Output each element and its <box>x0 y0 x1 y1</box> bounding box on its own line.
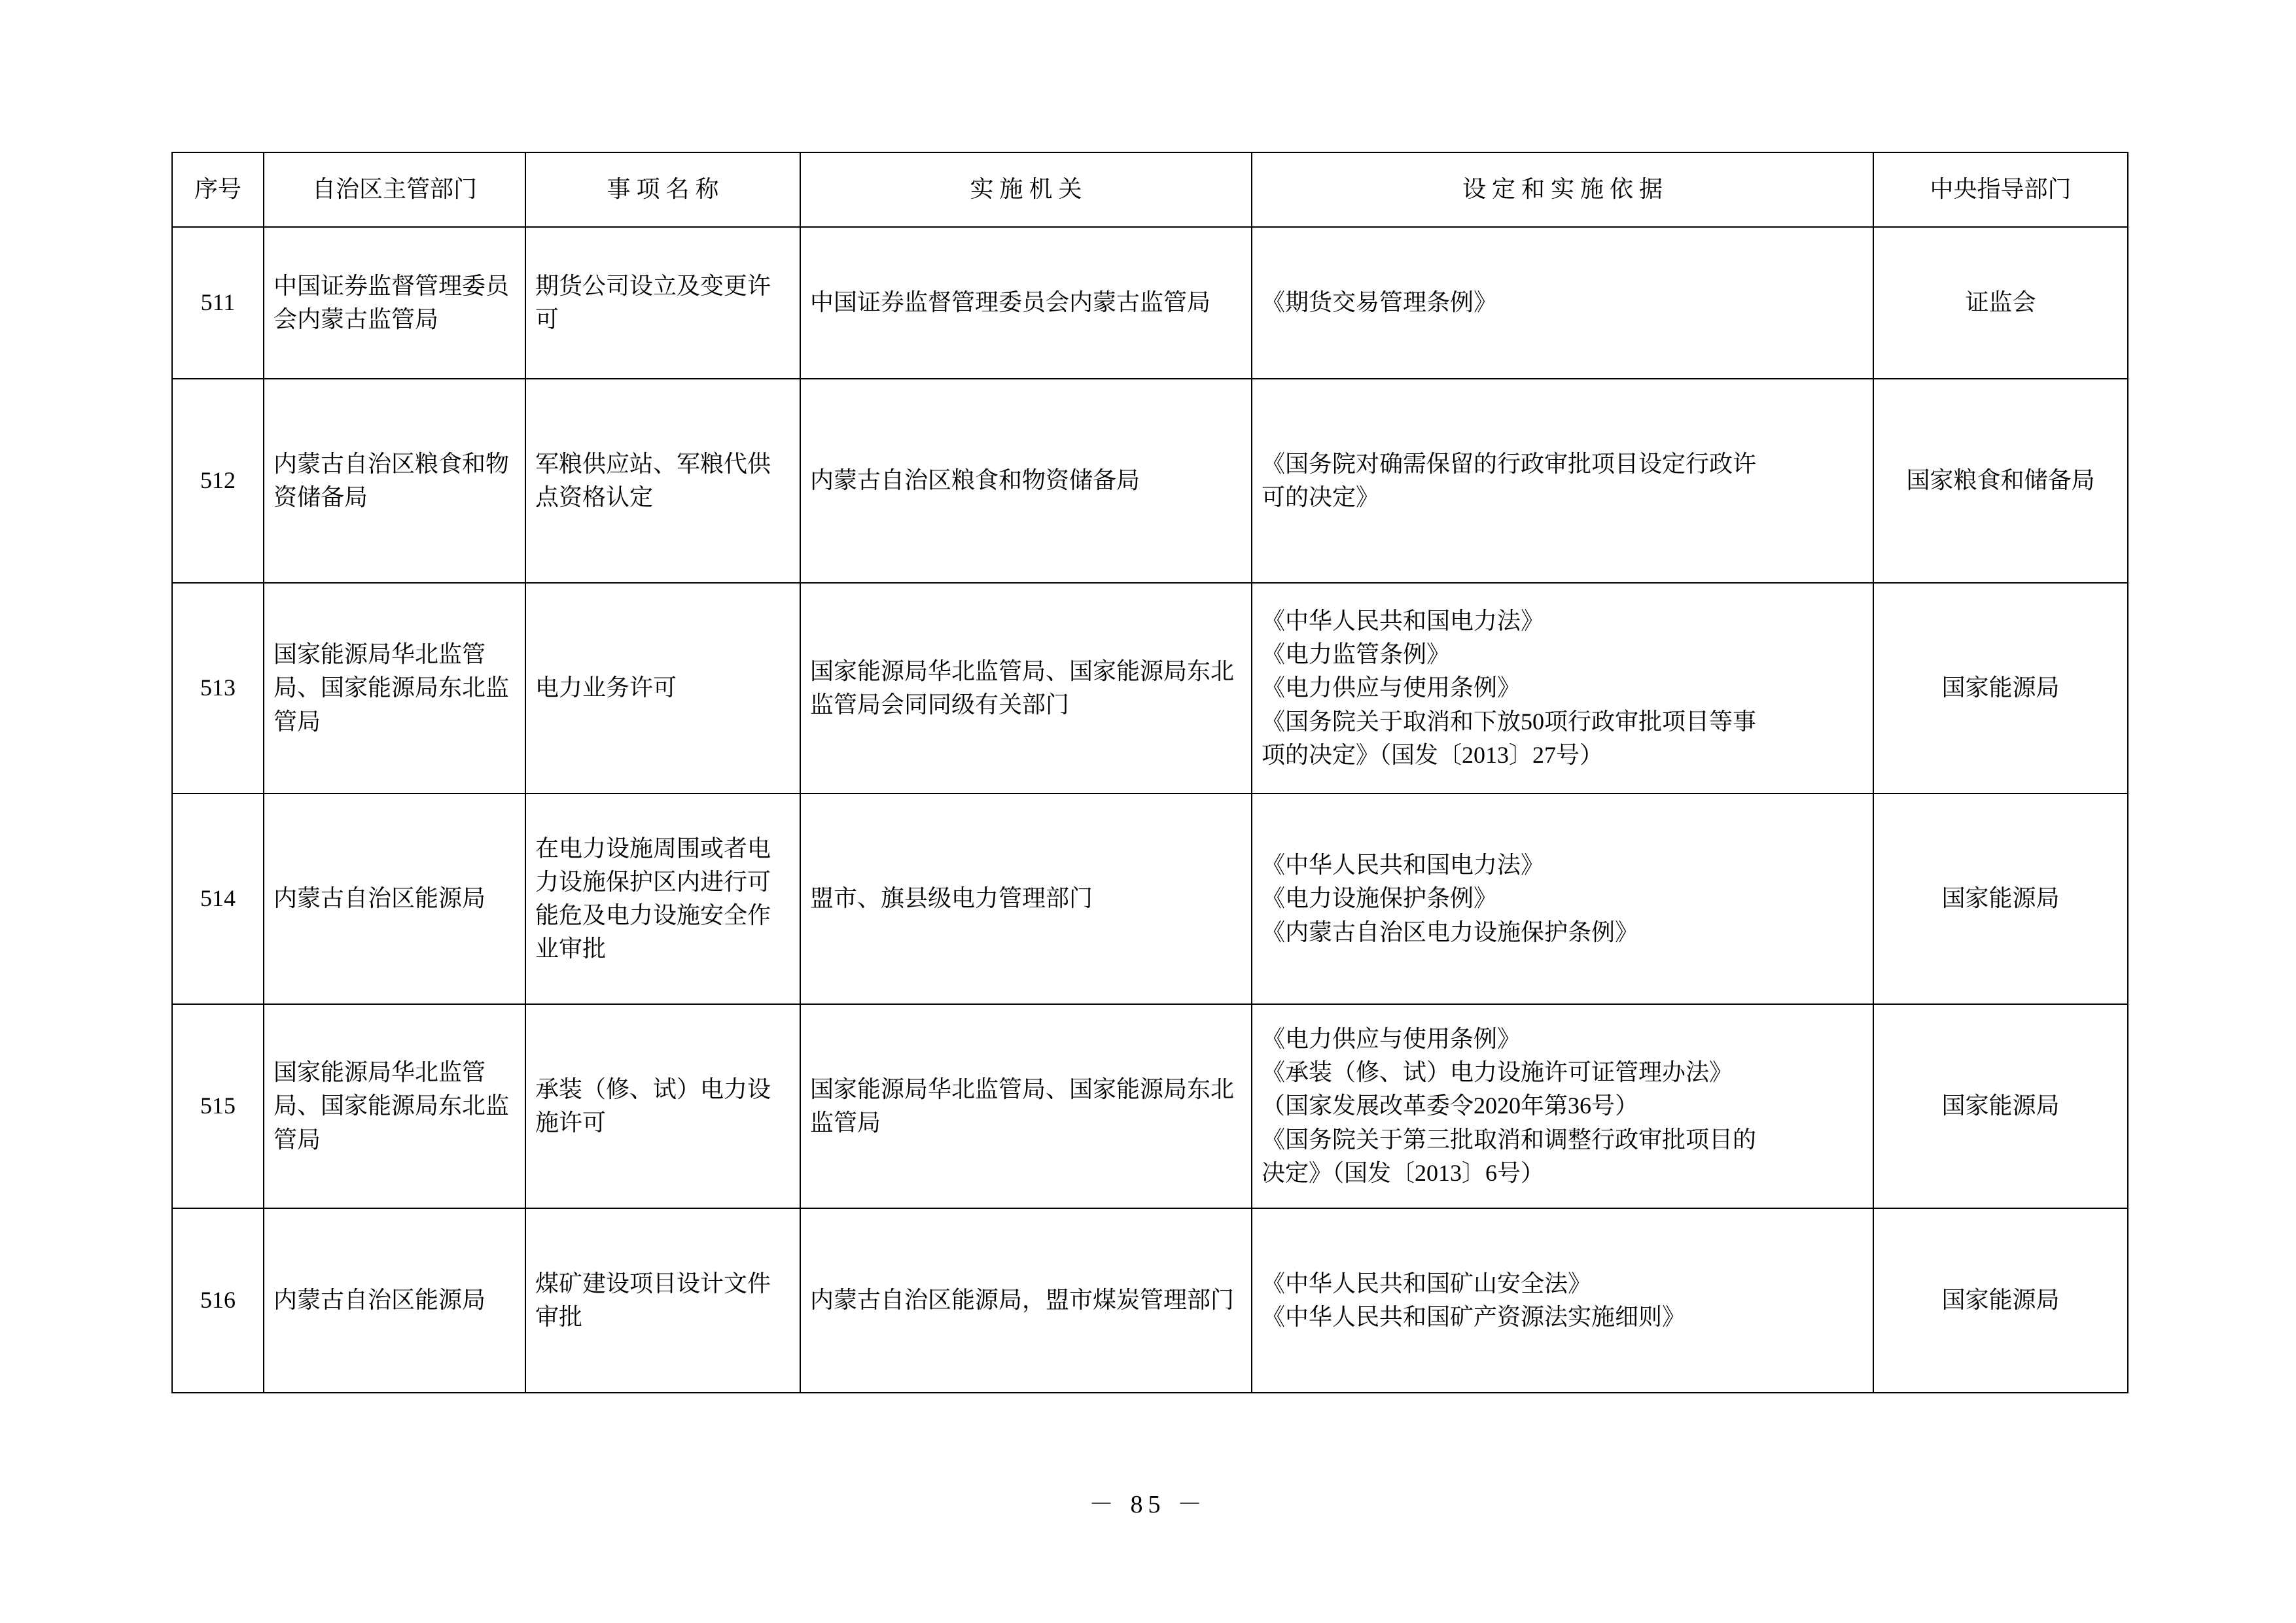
row-dept: 国家能源局华北监管局、国家能源局东北监管局 <box>264 1004 525 1208</box>
row-central: 国家粮食和储备局 <box>1873 379 2128 583</box>
table-row <box>172 227 2128 379</box>
row-central: 国家能源局 <box>1873 583 2128 794</box>
row-dept: 国家能源局华北监管局、国家能源局东北监管局 <box>264 583 525 794</box>
row-no: 513 <box>172 583 264 794</box>
column-header-dept: 自治区主管部门 <box>264 152 525 227</box>
row-agency: 国家能源局华北监管局、国家能源局东北监管局 <box>800 1004 1252 1208</box>
row-dept: 内蒙古自治区能源局 <box>264 1208 525 1393</box>
row-dept: 内蒙古自治区粮食和物资储备局 <box>264 379 525 583</box>
administrative-items-table-wrapper <box>171 152 2127 1393</box>
row-basis <box>1252 1004 1873 1208</box>
table-row <box>172 1004 2128 1208</box>
row-central: 证监会 <box>1873 227 2128 379</box>
row-agency: 内蒙古自治区能源局，盟市煤炭管理部门 <box>800 1208 1252 1393</box>
table-header <box>172 152 2128 227</box>
administrative-items-table <box>171 152 2128 1393</box>
basis-line: 《国务院对确需保留的行政审批项目设定行政许 <box>1262 450 1757 477</box>
basis-line: 决定》（国发〔2013〕6号） <box>1262 1159 1545 1186</box>
row-dept: 中国证券监督管理委员会内蒙古监管局 <box>264 227 525 379</box>
basis-line: （国家发展改革委令2020年第36号） <box>1262 1092 1639 1119</box>
basis-line: 《承装（修、试）电力设施许可证管理办法》 <box>1262 1059 1733 1086</box>
row-agency: 国家能源局华北监管局、国家能源局东北监管局会同同级有关部门 <box>800 583 1252 794</box>
row-item: 电力业务许可 <box>525 583 800 794</box>
column-header-central: 中央指导部门 <box>1873 152 2128 227</box>
row-item: 煤矿建设项目设计文件审批 <box>525 1208 800 1393</box>
basis-line: 《电力监管条例》 <box>1262 641 1451 668</box>
row-central: 国家能源局 <box>1873 794 2128 1004</box>
table-row <box>172 583 2128 794</box>
row-agency: 内蒙古自治区粮食和物资储备局 <box>800 379 1252 583</box>
row-no: 515 <box>172 1004 264 1208</box>
basis-line: 可的决定》 <box>1262 484 1380 510</box>
table-row <box>172 379 2128 583</box>
basis-line: 《中华人民共和国矿产资源法实施细则》 <box>1262 1304 1686 1330</box>
basis-line: 《内蒙古自治区电力设施保护条例》 <box>1262 918 1639 945</box>
column-header-item: 事 项 名 称 <box>525 152 800 227</box>
basis-line: 《中华人民共和国电力法》 <box>1262 852 1545 879</box>
row-item: 承装（修、试）电力设施许可 <box>525 1004 800 1208</box>
row-no: 516 <box>172 1208 264 1393</box>
row-agency: 盟市、旗县级电力管理部门 <box>800 794 1252 1004</box>
row-dept: 内蒙古自治区能源局 <box>264 794 525 1004</box>
basis-line: 《国务院关于取消和下放50项行政审批项目等事 <box>1262 708 1757 735</box>
basis-line: 《中华人民共和国矿山安全法》 <box>1262 1270 1592 1297</box>
row-basis <box>1252 583 1873 794</box>
basis-line: 《电力设施保护条例》 <box>1262 885 1498 912</box>
column-header-basis: 设 定 和 实 施 依 据 <box>1252 152 1873 227</box>
row-central: 国家能源局 <box>1873 1004 2128 1208</box>
page-number: － 85 － <box>1088 1491 1207 1518</box>
basis-line: 《电力供应与使用条例》 <box>1262 674 1521 701</box>
row-no: 514 <box>172 794 264 1004</box>
basis-line: 《国务院关于第三批取消和调整行政审批项目的 <box>1262 1126 1757 1153</box>
row-agency: 中国证券监督管理委员会内蒙古监管局 <box>800 227 1252 379</box>
row-no: 512 <box>172 379 264 583</box>
row-basis <box>1252 794 1873 1004</box>
table-header-row <box>172 152 2128 227</box>
column-header-no: 序号 <box>172 152 264 227</box>
row-item: 军粮供应站、军粮代供点资格认定 <box>525 379 800 583</box>
basis-line: 《期货交易管理条例》 <box>1262 289 1498 316</box>
row-basis <box>1252 1208 1873 1393</box>
table-row <box>172 1208 2128 1393</box>
row-item: 在电力设施周围或者电力设施保护区内进行可能危及电力设施安全作业审批 <box>525 794 800 1004</box>
column-header-agency: 实 施 机 关 <box>800 152 1252 227</box>
row-item: 期货公司设立及变更许可 <box>525 227 800 379</box>
row-basis <box>1252 227 1873 379</box>
row-no: 511 <box>172 227 264 379</box>
table-row <box>172 794 2128 1004</box>
row-central: 国家能源局 <box>1873 1208 2128 1393</box>
basis-line: 《电力供应与使用条例》 <box>1262 1026 1521 1053</box>
table-body <box>172 227 2128 1393</box>
row-basis <box>1252 379 1873 583</box>
basis-line: 《中华人民共和国电力法》 <box>1262 608 1545 635</box>
basis-line: 项的决定》（国发〔2013〕27号） <box>1262 741 1604 768</box>
